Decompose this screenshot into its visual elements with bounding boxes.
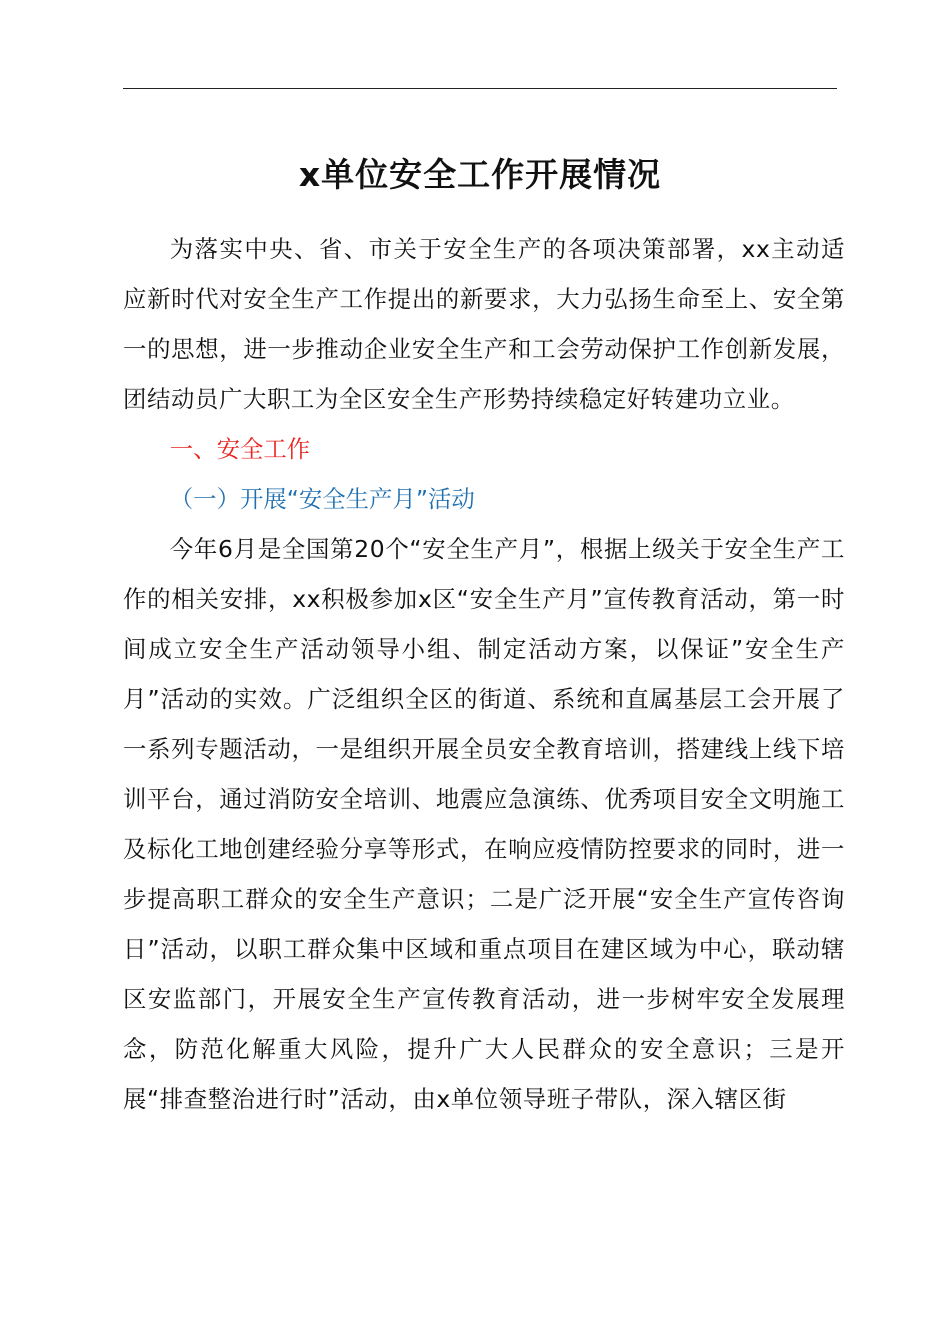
safety-month-paragraph: 今年6月是全国第20个“安全生产月”，根据上级关于安全生产工作的相关安排，xx积极参加x区“安全生产月”宣传教育活动，第一时间成立安全生产活动领导小组、制定活动方案，以保证”安全生产月”活动的实效。广泛组织全区的街道、系统和直属基层工会开展了一系列专题活动，一是组织开展全员安全教育培训，搭建线上线下培训平台，通过消防安全培训、地震应急演练、优秀项目安全文明施工及标化工地创建经验分享等形式，在响应疫情防控要求的同时，进一步提高职工群众的安全生产意识；二是广泛开展“安全生产宣传咨询日”活动，以职工群众集中区域和重点项目在建区域为中心，联动辖区安监部门，开展安全生产宣传教育活动，进一步树牢安全发展理念，防范化解重大风险，提升广大人民群众的安全意识；三是开展“排查整治进行时”活动，由x单位领导班子带队，深入辖区街: [123, 535, 845, 1113]
subsection-heading-safety-month: （一）开展“安全生产月”活动: [169, 485, 475, 513]
header-rule: [123, 88, 837, 89]
document-body: [123, 224, 845, 1124]
document-title: x单位安全工作开展情况: [298, 155, 662, 194]
intro-paragraph: 为落实中央、省、市关于安全生产的各项决策部署，xx主动适应新时代对安全生产工作提出的新要求，大力弘扬生命至上、安全第一的思想，进一步推动企业安全生产和工会劳动保护工作创新发展，团结动员广大职工为全区安全生产形势持续稳定好转建功立业。: [123, 235, 845, 413]
section-heading-safety-work: 一、安全工作: [169, 435, 311, 463]
